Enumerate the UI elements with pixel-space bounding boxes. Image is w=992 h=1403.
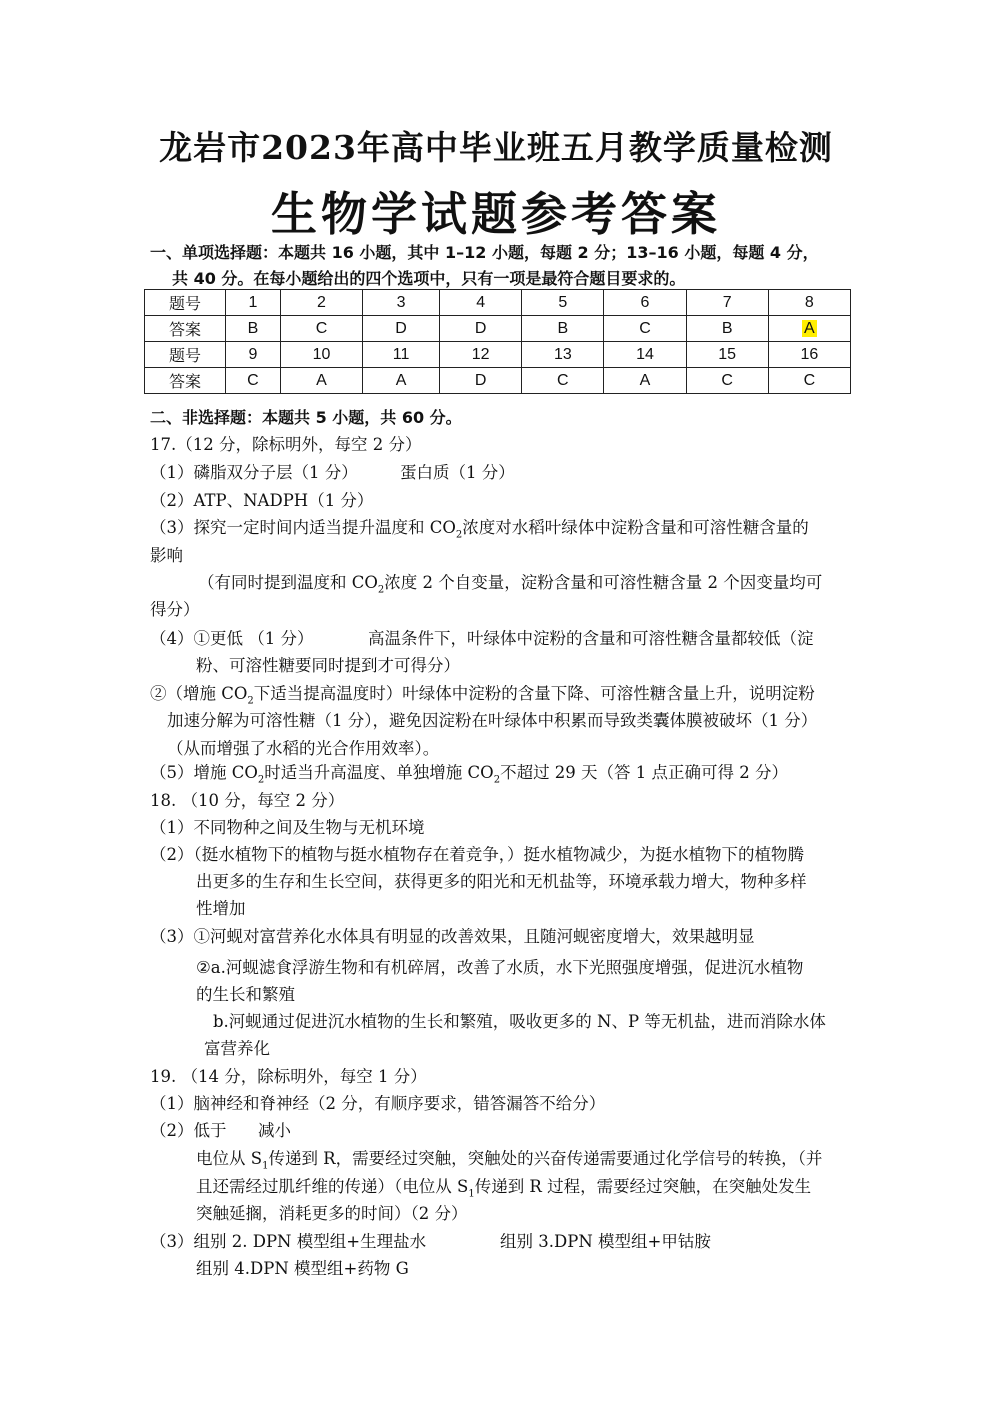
answer-title: 生物学试题参考答案 xyxy=(271,187,721,241)
answer-cell: A xyxy=(604,368,686,394)
q17-part3-note-cont: 得分） xyxy=(150,600,200,619)
q17-heading: 17.（12 分，除标明外，每空 2 分） xyxy=(150,435,422,454)
table-row xyxy=(145,342,851,368)
answer-cell: C xyxy=(226,368,281,394)
question-number: 11 xyxy=(363,342,440,368)
q18-part2-answer: （2）（挺水植物下的植物与挺水植物存在着竞争，）挺水植物减少，为挺水植物下的植物腾 xyxy=(150,845,804,864)
table-row xyxy=(145,316,851,342)
question-number: 4 xyxy=(440,290,522,316)
q17-part3-answer: （3）探究一定时间内适当提升温度和 $CO_2$浓度对水稻叶绿体中淀粉含量和可溶性糖含量的 xyxy=(150,518,809,541)
q17-part4-reason: 高温条件下，叶绿体中淀粉的含量和可溶性糖含量都较低（淀 xyxy=(368,629,814,648)
q19-part2-reason: 电位从 $S_1$传递到 R，需要经过突触，突触处的兴奋传递需要通过化学信号的转换，（并 xyxy=(196,1149,823,1172)
q17-part4b-answer-end: （从而增强了水稻的光合作用效率）。 xyxy=(167,739,440,758)
answer-cell: D xyxy=(440,368,522,394)
question-number: 10 xyxy=(280,342,362,368)
q19-part2-answer-b: 减小 xyxy=(258,1121,291,1140)
answer-cell: B xyxy=(686,316,768,342)
answer-cell: C xyxy=(686,368,768,394)
section1-instruction: 共 40 分。在每小题给出的四个选项中，只有一项是最符合题目要求的。 xyxy=(172,269,686,288)
question-number: 9 xyxy=(226,342,281,368)
answer-cell: A xyxy=(280,368,362,394)
question-number: 14 xyxy=(604,342,686,368)
answer-cell: C xyxy=(604,316,686,342)
row-label: 题号 xyxy=(145,290,226,316)
question-number: 15 xyxy=(686,342,768,368)
question-number: 2 xyxy=(280,290,362,316)
answer-cell: C xyxy=(768,368,850,394)
q19-part2-answer: （2）低于 xyxy=(150,1121,227,1140)
exam-title: 龙岩市2023年高中毕业班五月教学质量检测 xyxy=(159,128,833,167)
question-number: 6 xyxy=(604,290,686,316)
answer-cell: D xyxy=(440,316,522,342)
question-number: 7 xyxy=(686,290,768,316)
table-row xyxy=(145,290,851,316)
row-label: 题号 xyxy=(145,342,226,368)
q17-part1-answer: （1）磷脂双分子层（1 分） xyxy=(150,463,358,482)
answer-cell: C xyxy=(280,316,362,342)
q19-part3-group4: 组别 4.DPN 模型组+药物 G xyxy=(196,1259,409,1278)
answer-table xyxy=(144,289,851,394)
answer-cell: A xyxy=(363,368,440,394)
q17-part4-answer: （4）①更低 （1 分） xyxy=(150,629,314,648)
answer-cell: B xyxy=(226,316,281,342)
question-number: 16 xyxy=(768,342,850,368)
q17-part4b-answer: ②（增施 $CO_2$下适当提高温度时）叶绿体中淀粉的含量下降、可溶性糖含量上升，说明淀粉 xyxy=(150,684,815,707)
q19-part1-answer: （1）脑神经和脊神经（2 分，有顺序要求，错答漏答不给分） xyxy=(150,1094,606,1113)
q17-part5-answer: （5）增施 $CO_2$时适当升高温度、单独增施 $CO_2$不超过 29 天（答 1 点正确可得 2 分） xyxy=(150,763,789,786)
q18-part3-answer: （3）①河蚬对富营养化水体具有明显的改善效果，且随河蚬密度增大，效果越明显 xyxy=(150,927,755,946)
highlight-mark: A xyxy=(804,319,815,337)
q19-part3-group2: （3）组别 2. DPN 模型组+生理盐水 xyxy=(150,1232,427,1251)
q17-part4b-answer-cont: 加速分解为可溶性糖（1 分），避免因淀粉在叶绿体中积累而导致类囊体膜被破坏（1 分） xyxy=(167,711,818,730)
answer-cell: B xyxy=(522,316,604,342)
question-number: 5 xyxy=(522,290,604,316)
q19-heading: 19. （14 分，除标明外，每空 1 分） xyxy=(150,1067,427,1086)
q18-part3-reason-a: ②a.河蚬滤食浮游生物和有机碎屑，改善了水质，水下光照强度增强，促进沉水植物 xyxy=(196,958,804,977)
q18-part3-reason-b-cont: 富营养化 xyxy=(204,1039,270,1058)
q18-part3-reason-a-cont: 的生长和繁殖 xyxy=(196,985,295,1004)
answer-cell: C xyxy=(522,368,604,394)
q18-part2-answer-cont: 出更多的生存和生长空间，获得更多的阳光和无机盐等，环境承载力增大，物种多样 xyxy=(196,872,807,891)
q17-part3-note: （有同时提到温度和 $CO_2$浓度 2 个自变量，淀粉含量和可溶性糖含量 2 个因变量均可 xyxy=(198,573,823,596)
question-number: 12 xyxy=(440,342,522,368)
table-row xyxy=(145,368,851,394)
q18-part3-reason-b: b.河蚬通过促进沉水植物的生长和繁殖，吸收更多的 N、P 等无机盐，进而消除水体 xyxy=(213,1012,826,1031)
question-number: 3 xyxy=(363,290,440,316)
section2-heading: 二、非选择题：本题共 5 小题，共 60 分。 xyxy=(150,408,462,427)
row-label: 答案 xyxy=(145,316,226,342)
q19-part3-group3: 组别 3.DPN 模型组+甲钴胺 xyxy=(500,1232,711,1251)
q18-heading: 18. （10 分，每空 2 分） xyxy=(150,791,345,810)
q19-part2-reason-end: 突触延搁，消耗更多的时间）（2 分） xyxy=(196,1204,468,1223)
q17-part1-answer-b: 蛋白质（1 分） xyxy=(400,463,515,482)
question-number: 8 xyxy=(768,290,850,316)
row-label: 答案 xyxy=(145,368,226,394)
q18-part2-answer-end: 性增加 xyxy=(196,899,246,918)
answer-cell-highlighted xyxy=(768,316,850,342)
question-number: 1 xyxy=(226,290,281,316)
q19-part2-reason-cont: 且还需经过肌纤维的传递）（电位从 $S_1$传递到 R 过程，需要经过突触，在突触处发生 xyxy=(196,1177,812,1200)
q18-part1-answer: （1）不同物种之间及生物与无机环境 xyxy=(150,818,425,837)
q17-part3-answer-cont: 影响 xyxy=(150,546,183,565)
answer-cell: D xyxy=(363,316,440,342)
q17-part4-note: 粉、可溶性糖要同时提到才可得分） xyxy=(196,656,460,675)
section1-heading: 一、单项选择题：本题共 16 小题，其中 1–12 小题，每题 2 分；13–16 小题，每题 4 分， xyxy=(150,243,819,262)
q17-part2-answer: （2）ATP、NADPH（1 分） xyxy=(150,491,374,510)
question-number: 13 xyxy=(522,342,604,368)
